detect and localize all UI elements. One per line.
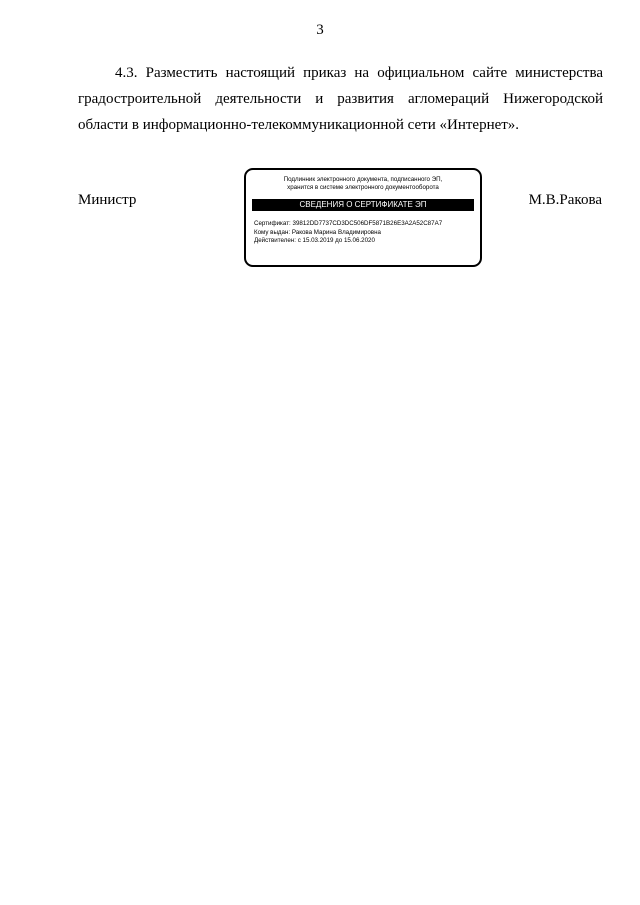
signatory-title: Министр (78, 192, 137, 208)
certificate-label: Сертификат: (254, 220, 291, 227)
signatory-name: М.В.Ракова (528, 192, 602, 208)
validity-value: с 15.03.2019 до 15.06.2020 (297, 237, 375, 244)
issued-to-value: Ракова Марина Владимировна (291, 228, 381, 236)
paragraph-line-3: области в информационно-телекоммуникационной сети «Интернет». (78, 117, 520, 133)
stamp-header-line-2: хранится в системе электронного документооборота (287, 184, 439, 191)
electronic-signature-stamp (244, 168, 482, 267)
stamp-header (246, 176, 480, 192)
stamp-header-line-1: Подлинник электронного документа, подписанного ЭП, (283, 176, 443, 183)
certificate-row (254, 220, 480, 229)
issued-to-label: Кому выдан: (254, 228, 291, 236)
stamp-banner: СВЕДЕНИЯ О СЕРТИФИКАТЕ ЭП (252, 199, 474, 211)
stamp-details (254, 220, 480, 246)
page-number: 3 (316, 22, 324, 38)
order-paragraph (78, 60, 603, 138)
issued-to-row (254, 229, 480, 238)
certificate-value: 39812DD7737CD3DC506DF5871B26E3A2A52C87A7 (292, 220, 443, 227)
paragraph-line-1: 4.3. Разместить настоящий приказ на официальном сайте министерства (115, 65, 603, 81)
validity-label: Действителен: (254, 237, 296, 244)
paragraph-line-2: градостроительной деятельности и развития агломераций Нижегородской (78, 91, 603, 107)
validity-row (254, 237, 480, 246)
